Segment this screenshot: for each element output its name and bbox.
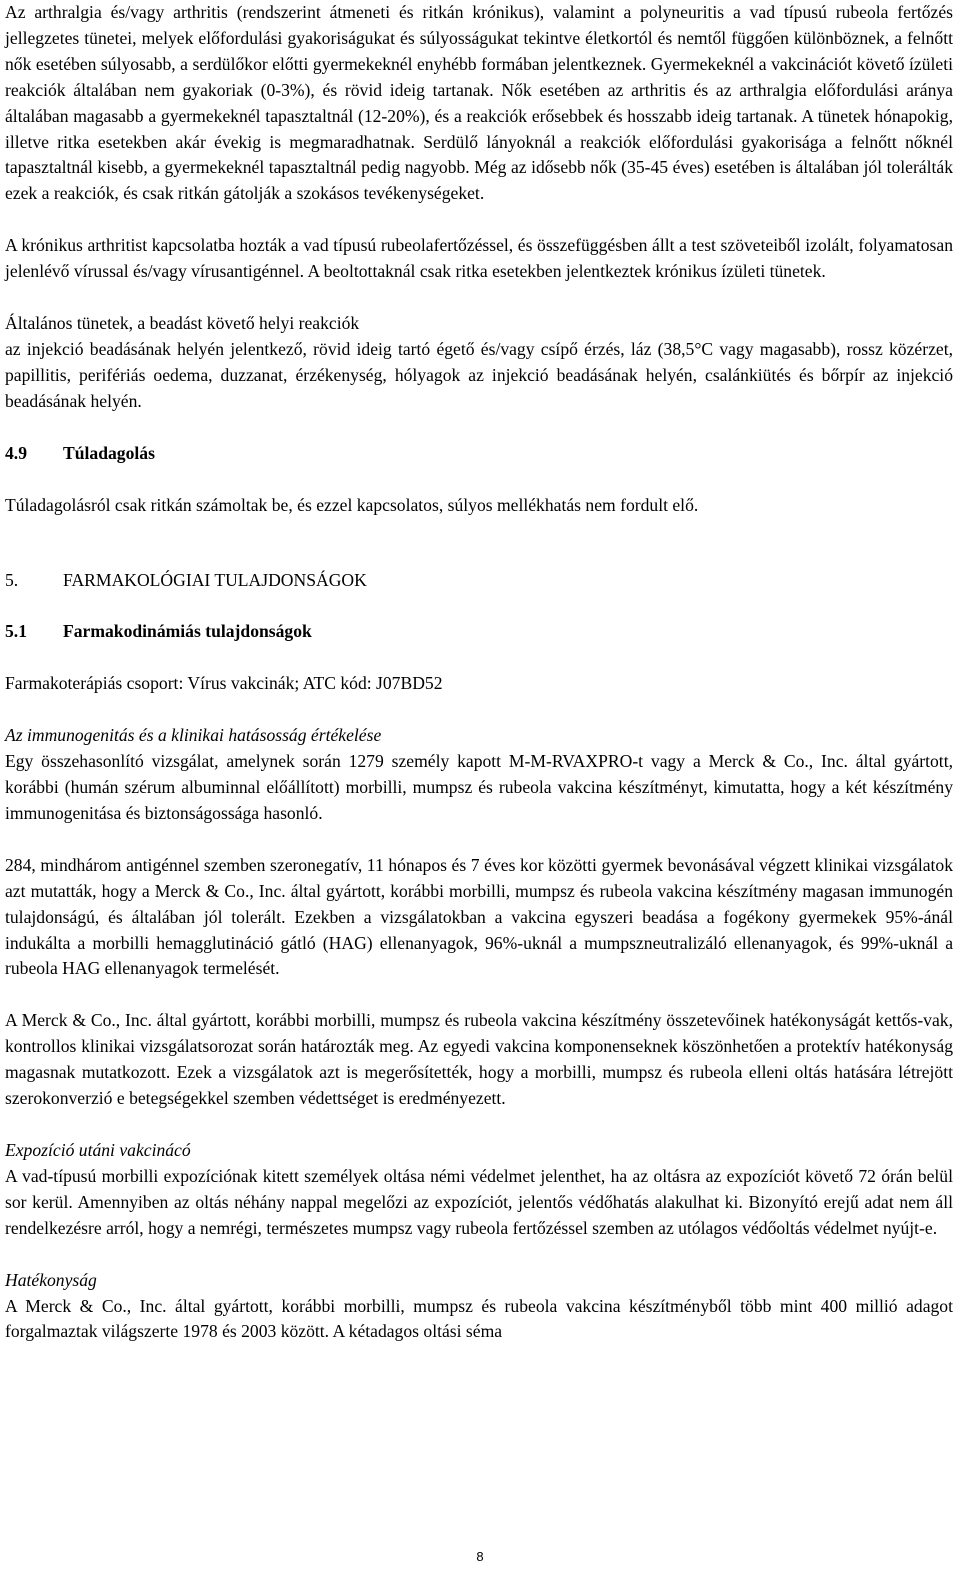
- paragraph-chronic-arthritis: A krónikus arthritist kapcsolatba hozták a vad típusú rubeolafertőzéssel, és összefüggésben állt a test szöveteiből izolált, folyamatosan jelenlévő vírussal és/vagy vírusantigénnel. A beoltottaknál csak ritka esetekben jelentkeztek krónikus ízületi tünetek.: [5, 235, 953, 282]
- section-number: 5.1: [5, 621, 27, 642]
- paragraph-overdose: Túladagolásról csak ritkán számoltak be, és ezzel kapcsolatos, súlyos mellékhatás nem fordult elő.: [5, 494, 699, 515]
- section-heading-4-9: [5, 441, 953, 467]
- general-symptoms-block: [5, 311, 953, 415]
- immunogenicity-body: Egy összehasonlító vizsgálat, amelynek során 1279 személy kapott M-M-RVAXPRO-t vagy a Merck & Co., Inc. által gyártott, korábbi (humán szérum albuminnal előállított) morbilli, mumpsz és rubeola vakcina készítményt, kimutatta, hogy a két készítmény immunogenitása és biztonságossága hasonló.: [5, 751, 953, 823]
- section-number: 5.: [5, 569, 19, 590]
- efficacy-body: A Merck & Co., Inc. által gyártott, korábbi morbilli, mumpsz és rubeola vakcina készítményből több mint 400 millió adagot forgalmaztak világszerte 1978 és 2003 között. A kétadagos oltási séma: [5, 1295, 953, 1342]
- paragraph-arthralgia: Az arthralgia és/vagy arthritis (rendszerint átmeneti és ritkán krónikus), valamint a polyneuritis a vad típusú rubeola fertőzés jellegzetes tünetei, melyek előfordulási gyakoriságukat és súlyosságukat tekintve életkortól és nemtől függően különböznek, a felnőtt nők esetében súlyosabb, a serdülőkor előtti gyermekeknél enyhébb formában jelentkeznek. Gyermekeknél a vakcinációt követő ízületi reakciók általában nem gyakoriak (0-3%), és rövid ideig tartanak. Nők esetében az arthritis és az arthralgia előfordulási aránya általában magasabb a gyermekeknél tapasztaltnál (12-20%), és a reakciók erősebbek és hosszabb ideig tartanak. A tünetek hónapokig, illetve ritka esetekben akár évekig is megmaradhatnak. Serdülő lányoknál a reakciók előfordulási gyakorisága a felnőtt nőknél tapasztaltnál kisebb, a gyermekeknél tapasztaltnál pedig nagyobb. Még az idősebb nők (35-45 éves) esetében is általában jól tolerálták ezek a reakciók, és csak ritkán gátolják a szokásos tevékenységeket.: [5, 2, 953, 204]
- post-exposure-title: Expozíció utáni vakcinácó: [5, 1140, 191, 1160]
- section-title: Túladagolás: [63, 442, 155, 463]
- section-title: FARMAKOLÓGIAI TULAJDONSÁGOK: [63, 569, 367, 590]
- efficacy-title: Hatékonyság: [5, 1269, 97, 1290]
- general-symptoms-title: Általános tünetek, a beadást követő helyi reakciók: [5, 313, 360, 334]
- document-page: [5, 0, 953, 1345]
- section-heading-5: [5, 568, 953, 594]
- paragraph-pharmacotherapeutic-group: Farmakoterápiás csoport: Vírus vakcinák; ATC kód: J07BD52: [5, 673, 443, 694]
- post-exposure-block: [5, 1138, 953, 1242]
- immunogenicity-title: Az immunogenitás és a klinikai hatásosság értékelése: [5, 725, 382, 746]
- section-heading-5-1: [5, 619, 953, 645]
- efficacy-block: [5, 1268, 953, 1346]
- paragraph-clinical-trials: 284, mindhárom antigénnel szemben szeronegatív, 11 hónapos és 7 éves kor közötti gyermek bevonásával végzett klinikai vizsgálatok azt mutatták, hogy a Merck & Co., Inc. által gyártott, korábbi morbilli, mumpsz és rubeola vakcina készítmény magasan immunogén tulajdonságú, és általában jól tolerált. Ezekben a vizsgálatokban a vakcina egyszeri beadása a fogékony gyermekek 95%-ánál indukálta a morbilli hemagglutináció gátló (HAG) ellenanyagok, 96%-uknál a mumpszneutralizáló ellenanyagok, és 99%-uknál a rubeola HAG ellenanyagok termelését.: [5, 854, 953, 979]
- post-exposure-body: A vad-típusú morbilli expozíciónak kitett személyek oltása némi védelmet jelenthet, ha az oltásra az expozíciót követő 72 órán belül sor kerül. Amennyiben az oltás néhány nappal megelőzi az expozíciót, jelentős védőhatás alakulhat ki. Bizonyító erejű adat nem áll rendelkezésre arról, hogy a nemrégi, természetes mumpsz vagy rubeola fertőzéssel szemben az utólagos védőoltás védelmet nyújt-e.: [5, 1165, 953, 1238]
- section-title: Farmakodinámiás tulajdonságok: [63, 621, 312, 642]
- immunogenicity-block: [5, 723, 953, 827]
- paragraph-merck-efficacy: A Merck & Co., Inc. által gyártott, korábbi morbilli, mumpsz és rubeola vakcina készítmény összetevőinek hatékonyságát kettős-vak, kontrollos klinikai vizsgálatsorozat során határozták meg. Az egyedi vakcina komponenseknek köszönhetően a protektív hatékonyság magasnak mutatkozott. Ezek a vizsgálatok azt is megerősítették, hogy a morbilli, mumpsz és rubeola elleni oltás hatására létrejött szerokonverzió e betegségekkel szemben védettséget is eredményezett.: [5, 1010, 953, 1109]
- page-number: 8: [476, 1549, 484, 1564]
- general-symptoms-body: az injekció beadásának helyén jelentkező, rövid ideig tartó égető és/vagy csípő érzés, láz (38,5°C vagy magasabb), rossz közérzet, papillitis, perifériás oedema, duzzanat, érzékenység, hólyagok az injekció beadásának helyén, csalánkiütés és bőrpír az injekció beadásának helyén.: [5, 338, 953, 411]
- section-number: 4.9: [5, 442, 27, 463]
